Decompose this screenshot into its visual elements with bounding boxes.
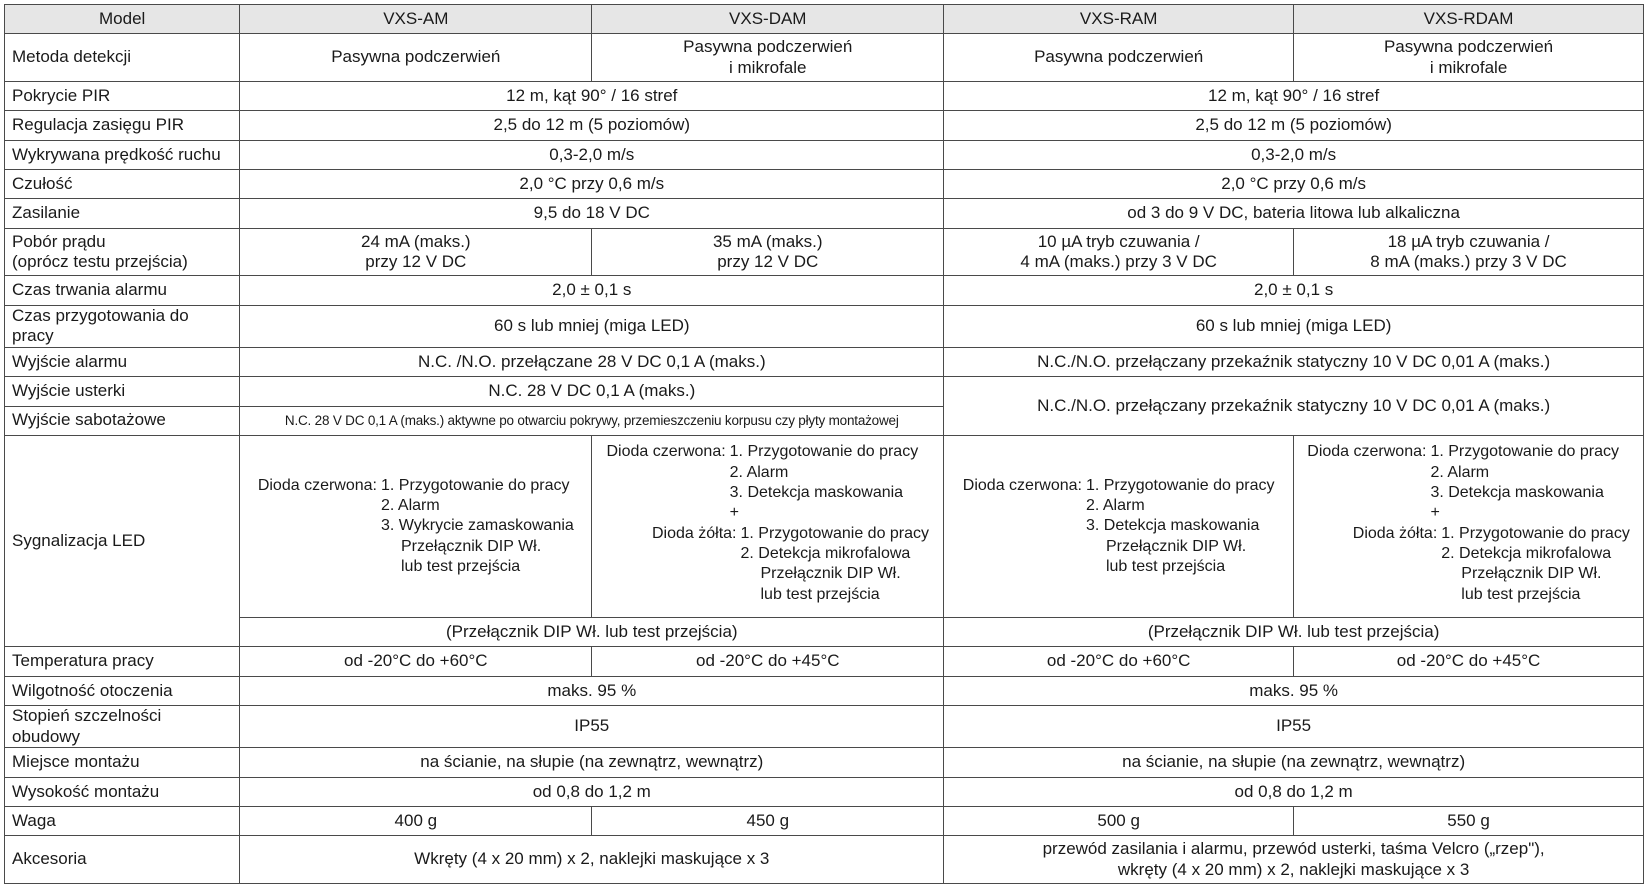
row-pir-coverage [5,81,1644,110]
cell-rdam: Pasywna podczerwień i mikrofale [1294,34,1644,82]
led-yellow-label: Dioda żółta: [651,524,737,542]
cell-right: 60 s lub mniej (miga LED) [944,305,1644,347]
cell-left: 12 m, kąt 90° / 16 stref [240,81,944,110]
led-item: 1. Przygotowanie do pracy [740,524,930,542]
led-red-label: Dioda czerwona: [606,443,726,461]
row-power [5,199,1644,228]
cell-left: na ścianie, na słupie (na zewnątrz, wewnątrz) [240,748,944,777]
row-label: Pokrycie PIR [5,81,240,110]
led-item: lub test przejścia [1105,557,1226,575]
row-label: Czułość [5,169,240,198]
row-sensitivity [5,169,1644,198]
row-label: Waga [5,807,240,836]
led-yellow-label: Dioda żółta: [1352,524,1438,542]
row-label: Wysokość montażu [5,777,240,806]
cell-left: 60 s lub mniej (miga LED) [240,305,944,347]
row-weight [5,807,1644,836]
cell-dam-led [592,435,944,617]
row-label: Wyjście sabotażowe [5,406,240,435]
row-accessories [5,836,1644,884]
row-mounting-place [5,748,1644,777]
cell-dam: Pasywna podczerwień i mikrofale [592,34,944,82]
led-item: 3. Detekcja maskowania [1430,484,1604,502]
led-item: lub test przejścia [400,557,521,575]
row-label: Wilgotność otoczenia [5,676,240,705]
cell-ram: 500 g [944,807,1294,836]
cell-right: od 3 do 9 V DC, bateria litowa lub alkaliczna [944,199,1644,228]
led-plus: + [1430,504,1440,522]
cell-right: 0,3-2,0 m/s [944,140,1644,169]
cell-left: 9,5 do 18 V DC [240,199,944,228]
led-block [1307,442,1630,605]
led-item: 2. Alarm [380,496,440,514]
header-row [5,5,1644,34]
header-model: Model [5,5,240,34]
row-label: Zasilanie [5,199,240,228]
led-item: Przełącznik DIP Wł. [760,565,901,583]
header-vxs-ram: VXS-RAM [944,5,1294,34]
led-item: 2. Alarm [1430,463,1490,481]
led-item: 1. Przygotowanie do pracy [1430,443,1619,461]
cell-am: 24 mA (maks.) przy 12 V DC [240,228,592,276]
led-item: Przełącznik DIP Wł. [400,537,542,555]
led-item: Przełącznik DIP Wł. [1461,565,1602,583]
cell-dam: 450 g [592,807,944,836]
led-red-label: Dioda czerwona: [1307,443,1427,461]
row-label: Czas trwania alarmu [5,276,240,305]
row-warmup [5,305,1644,347]
led-item: 1. Przygotowanie do pracy [729,443,919,461]
led-block [258,476,574,578]
led-item: 2. Detekcja mikrofalowa [1441,545,1612,563]
row-led [5,435,1644,617]
cell-left: N.C. 28 V DC 0,1 A (maks.) [240,377,944,406]
cell-am: Pasywna podczerwień [240,34,592,82]
row-label: Wykrywana prędkość ruchu [5,140,240,169]
row-led-note [5,618,1644,647]
cell-left: od 0,8 do 1,2 m [240,777,944,806]
led-item: 3. Detekcja maskowania [729,484,904,502]
led-block [963,476,1275,578]
cell-ram: od -20°C do +60°C [944,647,1294,676]
cell-ram-led [944,435,1294,617]
row-speed [5,140,1644,169]
row-pir-range [5,111,1644,140]
cell-right: 2,0 ± 0,1 s [944,276,1644,305]
cell-right: maks. 95 % [944,676,1644,705]
row-detection [5,34,1644,82]
cell-am: 400 g [240,807,592,836]
cell-ram: Pasywna podczerwień [944,34,1294,82]
led-item: 1. Przygotowanie do pracy [1441,524,1630,542]
led-red-label: Dioda czerwona: [257,476,377,494]
cell-right: N.C./N.O. przełączany przekaźnik statyczny 10 V DC 0,01 A (maks.) [944,347,1644,376]
led-item: 2. Alarm [729,463,789,481]
row-label: Wyjście usterki [5,377,240,406]
led-item: 1. Przygotowanie do pracy [1085,476,1275,494]
led-item: lub test przejścia [760,585,880,603]
header-vxs-rdam: VXS-RDAM [1294,5,1644,34]
row-ip [5,706,1644,748]
cell-rdam: 18 µA tryb czuwania / 8 mA (maks.) przy 3 V DC [1294,228,1644,276]
cell-ram: 10 µA tryb czuwania / 4 mA (maks.) przy 3 V DC [944,228,1294,276]
row-label: Metoda detekcji [5,34,240,82]
row-label: Sygnalizacja LED [5,435,240,647]
cell-rdam: 550 g [1294,807,1644,836]
row-label: Regulacja zasięgu PIR [5,111,240,140]
cell-right: 2,0 °C przy 0,6 m/s [944,169,1644,198]
spec-table [4,4,1644,884]
row-label: Akcesoria [5,836,240,884]
cell-am-led [240,435,592,617]
cell-right-trouble-tamper: N.C./N.O. przełączany przekaźnik statyczny 10 V DC 0,01 A (maks.) [944,377,1644,436]
cell-right: IP55 [944,706,1644,748]
led-item: 2. Alarm [1085,496,1145,514]
row-trouble-output [5,377,1644,406]
row-label: Wyjście alarmu [5,347,240,376]
led-item: 3. Detekcja maskowania [1085,517,1260,535]
led-block [606,442,929,605]
cell-right: przewód zasilania i alarmu, przewód usterki, taśma Velcro („rzep"), wkręty (4 x 20 mm) x 2, naklejki maskujące x 3 [944,836,1644,884]
row-alarm-duration [5,276,1644,305]
cell-rdam: od -20°C do +45°C [1294,647,1644,676]
cell-right: na ścianie, na słupie (na zewnątrz, wewnątrz) [944,748,1644,777]
row-current [5,228,1644,276]
row-label: Miejsce montażu [5,748,240,777]
cell-left: 0,3-2,0 m/s [240,140,944,169]
cell-left: Wkręty (4 x 20 mm) x 2, naklejki maskujące x 3 [240,836,944,884]
cell-dam: od -20°C do +45°C [592,647,944,676]
cell-left: N.C. /N.O. przełączane 28 V DC 0,1 A (maks.) [240,347,944,376]
led-item: lub test przejścia [1461,585,1581,603]
header-vxs-dam: VXS-DAM [592,5,944,34]
cell-right: 2,5 do 12 m (5 poziomów) [944,111,1644,140]
row-mounting-height [5,777,1644,806]
led-item: 1. Przygotowanie do pracy [380,476,570,494]
cell-left: maks. 95 % [240,676,944,705]
row-label: Czas przygotowania do pracy [5,305,240,347]
cell-left: N.C. 28 V DC 0,1 A (maks.) aktywne po otwarciu pokrywy, przemieszczeniu korpusu czy płyty montażowej [240,406,944,435]
row-temperature [5,647,1644,676]
led-plus: + [729,504,739,522]
cell-right: 12 m, kąt 90° / 16 stref [944,81,1644,110]
row-alarm-output [5,347,1644,376]
row-label: Pobór prądu (oprócz testu przejścia) [5,228,240,276]
cell-left: (Przełącznik DIP Wł. lub test przejścia) [240,618,944,647]
row-humidity [5,676,1644,705]
cell-right: od 0,8 do 1,2 m [944,777,1644,806]
led-item: 3. Wykrycie zamaskowania [380,517,574,535]
header-vxs-am: VXS-AM [240,5,592,34]
cell-left: 2,0 ± 0,1 s [240,276,944,305]
led-item: 2. Detekcja mikrofalowa [740,545,911,563]
cell-left: IP55 [240,706,944,748]
cell-rdam-led [1294,435,1644,617]
led-item: Przełącznik DIP Wł. [1105,537,1247,555]
cell-left: 2,5 do 12 m (5 poziomów) [240,111,944,140]
cell-right: (Przełącznik DIP Wł. lub test przejścia) [944,618,1644,647]
row-label: Temperatura pracy [5,647,240,676]
cell-left: 2,0 °C przy 0,6 m/s [240,169,944,198]
led-red-label: Dioda czerwona: [962,476,1082,494]
cell-dam: 35 mA (maks.) przy 12 V DC [592,228,944,276]
cell-am: od -20°C do +60°C [240,647,592,676]
row-label: Stopień szczelności obudowy [5,706,240,748]
